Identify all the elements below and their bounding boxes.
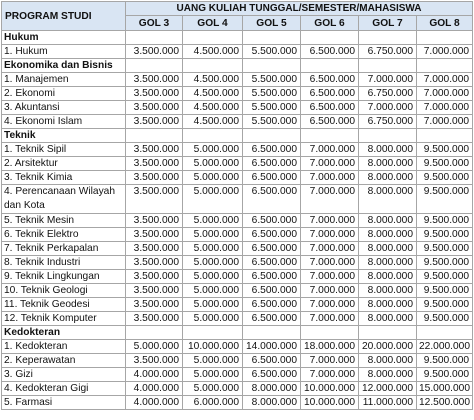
fee-value: 5.000.000: [183, 284, 243, 298]
empty-cell: [126, 129, 183, 143]
fee-value: 9.500.000: [417, 171, 473, 185]
category-label: Hukum: [2, 31, 126, 45]
fee-value: 9.500.000: [417, 242, 473, 256]
fee-value: 3.500.000: [126, 171, 183, 185]
empty-cell: [183, 31, 243, 45]
fee-value: 8.000.000: [359, 284, 417, 298]
program-name: 9. Teknik Lingkungan: [2, 270, 126, 284]
category-row: [2, 326, 473, 340]
fee-value: 6.500.000: [243, 214, 301, 228]
fee-value: 6.750.000: [359, 87, 417, 101]
fee-value: 4.500.000: [183, 101, 243, 115]
fee-value: 7.000.000: [417, 115, 473, 129]
empty-cell: [243, 129, 301, 143]
fee-value: 3.500.000: [126, 256, 183, 270]
fee-value: 7.000.000: [301, 298, 359, 312]
fee-value: 6.750.000: [359, 115, 417, 129]
fee-value: 8.000.000: [359, 214, 417, 228]
fee-value: 9.500.000: [417, 256, 473, 270]
table-row: [2, 157, 473, 171]
table-row: [2, 368, 473, 382]
program-studi-header: PROGRAM STUDI: [2, 2, 126, 31]
category-row: [2, 59, 473, 73]
fee-value: 9.500.000: [417, 228, 473, 242]
empty-cell: [183, 59, 243, 73]
fee-value: 9.500.000: [417, 312, 473, 326]
table-row: [2, 185, 473, 214]
program-name: 12. Teknik Komputer: [2, 312, 126, 326]
table-row: [2, 73, 473, 87]
fee-value: 6.500.000: [243, 312, 301, 326]
program-name: 10. Teknik Geologi: [2, 284, 126, 298]
fee-value: 7.000.000: [301, 284, 359, 298]
fee-value: 7.000.000: [301, 143, 359, 157]
program-name: 2. Keperawatan: [2, 354, 126, 368]
empty-cell: [126, 31, 183, 45]
program-name: 2. Ekonomi: [2, 87, 126, 101]
table-row: [2, 242, 473, 256]
fee-value: 7.000.000: [417, 73, 473, 87]
program-name: 5. Farmasi: [2, 396, 126, 410]
fee-value: 4.500.000: [183, 87, 243, 101]
fee-value: 5.000.000: [126, 340, 183, 354]
fee-value: 6.500.000: [243, 171, 301, 185]
program-name: 4. Kedokteran Gigi: [2, 382, 126, 396]
empty-cell: [243, 59, 301, 73]
fee-value: 5.000.000: [183, 270, 243, 284]
fee-value: 6.750.000: [359, 45, 417, 59]
fee-value: 6.500.000: [301, 45, 359, 59]
fee-value: 3.500.000: [126, 270, 183, 284]
gol-header: GOL 4: [183, 16, 243, 31]
fee-value: 10.000.000: [301, 382, 359, 396]
table-row: [2, 340, 473, 354]
fee-value: 8.000.000: [359, 270, 417, 284]
fee-value: 9.500.000: [417, 298, 473, 312]
fee-value: 7.000.000: [359, 73, 417, 87]
table-body: [2, 31, 473, 410]
gol-header: GOL 5: [243, 16, 301, 31]
fee-value: 9.500.000: [417, 185, 473, 214]
fee-value: 20.000.000: [359, 340, 417, 354]
fee-value: 3.500.000: [126, 185, 183, 214]
fee-value: 5.500.000: [243, 45, 301, 59]
program-name: 6. Teknik Elektro: [2, 228, 126, 242]
fee-value: 14.000.000: [243, 340, 301, 354]
fee-value: 7.000.000: [301, 368, 359, 382]
fee-value: 3.500.000: [126, 73, 183, 87]
fee-value: 6.500.000: [243, 185, 301, 214]
category-row: [2, 31, 473, 45]
fee-value: 9.500.000: [417, 157, 473, 171]
fee-value: 5.000.000: [183, 171, 243, 185]
empty-cell: [126, 59, 183, 73]
fee-value: 7.000.000: [301, 256, 359, 270]
fee-value: 7.000.000: [301, 270, 359, 284]
program-name: 1. Manajemen: [2, 73, 126, 87]
program-name: 5. Teknik Mesin: [2, 214, 126, 228]
fee-value: 4.500.000: [183, 45, 243, 59]
fee-value: 8.000.000: [359, 157, 417, 171]
fee-value: 7.000.000: [301, 312, 359, 326]
table-row: [2, 115, 473, 129]
program-name: 3. Teknik Kimia: [2, 171, 126, 185]
fee-value: 7.000.000: [301, 214, 359, 228]
fee-value: 8.000.000: [243, 382, 301, 396]
fee-value: 4.000.000: [126, 368, 183, 382]
fee-value: 12.000.000: [359, 382, 417, 396]
fee-value: 12.500.000: [417, 396, 473, 410]
table-row: [2, 298, 473, 312]
fee-value: 5.000.000: [183, 368, 243, 382]
table-row: [2, 396, 473, 410]
fee-value: 3.500.000: [126, 87, 183, 101]
fee-value: 4.000.000: [126, 382, 183, 396]
table-row: [2, 214, 473, 228]
program-name: 11. Teknik Geodesi: [2, 298, 126, 312]
fee-value: 15.000.000: [417, 382, 473, 396]
empty-cell: [417, 326, 473, 340]
fee-value: 10.000.000: [301, 396, 359, 410]
empty-cell: [417, 59, 473, 73]
fee-value: 6.500.000: [243, 368, 301, 382]
program-name: 4. Perencanaan Wilayah dan Kota: [2, 185, 126, 214]
fee-value: 3.500.000: [126, 354, 183, 368]
empty-cell: [301, 59, 359, 73]
fee-value: 5.500.000: [243, 73, 301, 87]
fee-value: 5.000.000: [183, 214, 243, 228]
fee-value: 3.500.000: [126, 115, 183, 129]
fee-value: 3.500.000: [126, 157, 183, 171]
program-name: 1. Hukum: [2, 45, 126, 59]
ukt-group-header: UANG KULIAH TUNGGAL/SEMESTER/MAHASISWA: [126, 2, 473, 16]
table-row: [2, 171, 473, 185]
program-name: 3. Akuntansi: [2, 101, 126, 115]
fee-value: 6.500.000: [301, 115, 359, 129]
empty-cell: [359, 31, 417, 45]
empty-cell: [301, 31, 359, 45]
fee-value: 5.500.000: [243, 115, 301, 129]
fee-value: 6.500.000: [243, 284, 301, 298]
fee-value: 5.000.000: [183, 354, 243, 368]
fee-value: 7.000.000: [301, 185, 359, 214]
gol-header: GOL 6: [301, 16, 359, 31]
fee-value: 7.000.000: [301, 228, 359, 242]
fee-value: 3.500.000: [126, 214, 183, 228]
fee-value: 7.000.000: [417, 45, 473, 59]
fee-value: 6.500.000: [243, 228, 301, 242]
program-name: 7. Teknik Perkapalan: [2, 242, 126, 256]
fee-value: 9.500.000: [417, 270, 473, 284]
fee-value: 6.500.000: [301, 101, 359, 115]
program-name: 3. Gizi: [2, 368, 126, 382]
fee-value: 8.000.000: [359, 185, 417, 214]
empty-cell: [301, 129, 359, 143]
fee-value: 8.000.000: [359, 256, 417, 270]
program-name: 1. Teknik Sipil: [2, 143, 126, 157]
fee-value: 7.000.000: [301, 157, 359, 171]
empty-cell: [183, 129, 243, 143]
fee-value: 6.500.000: [243, 354, 301, 368]
fee-value: 4.000.000: [126, 396, 183, 410]
empty-cell: [359, 326, 417, 340]
table-row: [2, 354, 473, 368]
fee-value: 7.000.000: [417, 101, 473, 115]
fee-value: 8.000.000: [359, 228, 417, 242]
fee-value: 3.500.000: [126, 298, 183, 312]
fee-value: 5.500.000: [243, 101, 301, 115]
fee-value: 22.000.000: [417, 340, 473, 354]
fee-value: 9.500.000: [417, 214, 473, 228]
fee-value: 5.500.000: [243, 87, 301, 101]
fee-value: 3.500.000: [126, 242, 183, 256]
fee-value: 6.500.000: [243, 256, 301, 270]
table-row: [2, 143, 473, 157]
table-row: [2, 284, 473, 298]
fee-value: 5.000.000: [183, 185, 243, 214]
fee-value: 18.000.000: [301, 340, 359, 354]
fee-value: 7.000.000: [417, 87, 473, 101]
fee-value: 4.500.000: [183, 73, 243, 87]
fee-value: 9.500.000: [417, 284, 473, 298]
fee-value: 6.500.000: [243, 270, 301, 284]
fee-value: 7.000.000: [301, 242, 359, 256]
fee-value: 8.000.000: [359, 143, 417, 157]
table-row: [2, 45, 473, 59]
fee-value: 9.500.000: [417, 143, 473, 157]
empty-cell: [359, 59, 417, 73]
fee-value: 6.000.000: [183, 396, 243, 410]
table-row: [2, 312, 473, 326]
fee-value: 5.000.000: [183, 256, 243, 270]
fee-value: 6.500.000: [243, 242, 301, 256]
table-header: [2, 2, 473, 31]
table-row: [2, 101, 473, 115]
program-name: 1. Kedokteran: [2, 340, 126, 354]
fee-value: 6.500.000: [301, 87, 359, 101]
fee-value: 6.500.000: [243, 157, 301, 171]
fee-value: 10.000.000: [183, 340, 243, 354]
fee-value: 5.000.000: [183, 228, 243, 242]
category-label: Ekonomika dan Bisnis: [2, 59, 126, 73]
empty-cell: [183, 326, 243, 340]
empty-cell: [243, 31, 301, 45]
table-row: [2, 382, 473, 396]
fee-value: 9.500.000: [417, 354, 473, 368]
fee-value: 8.000.000: [359, 368, 417, 382]
empty-cell: [243, 326, 301, 340]
ukt-table: [1, 1, 473, 410]
fee-value: 8.000.000: [359, 312, 417, 326]
fee-value: 3.500.000: [126, 101, 183, 115]
fee-value: 5.000.000: [183, 143, 243, 157]
fee-value: 6.500.000: [243, 143, 301, 157]
fee-value: 3.500.000: [126, 45, 183, 59]
category-label: Kedokteran: [2, 326, 126, 340]
fee-value: 5.000.000: [183, 298, 243, 312]
fee-value: 7.000.000: [301, 171, 359, 185]
empty-cell: [359, 129, 417, 143]
fee-value: 3.500.000: [126, 228, 183, 242]
fee-value: 6.500.000: [243, 298, 301, 312]
empty-cell: [301, 326, 359, 340]
fee-value: 7.000.000: [301, 354, 359, 368]
program-name: 2. Arsitektur: [2, 157, 126, 171]
fee-value: 3.500.000: [126, 143, 183, 157]
fee-value: 3.500.000: [126, 284, 183, 298]
fee-value: 8.000.000: [359, 354, 417, 368]
fee-value: 8.000.000: [359, 298, 417, 312]
table-row: [2, 228, 473, 242]
fee-value: 6.500.000: [301, 73, 359, 87]
program-name: 8. Teknik Industri: [2, 256, 126, 270]
fee-value: 5.000.000: [183, 242, 243, 256]
fee-value: 4.500.000: [183, 115, 243, 129]
fee-value: 5.000.000: [183, 157, 243, 171]
empty-cell: [417, 31, 473, 45]
fee-value: 8.000.000: [359, 171, 417, 185]
fee-value: 5.000.000: [183, 382, 243, 396]
gol-header: GOL 8: [417, 16, 473, 31]
fee-value: 9.500.000: [417, 368, 473, 382]
table-row: [2, 270, 473, 284]
fee-value: 3.500.000: [126, 312, 183, 326]
table-row: [2, 87, 473, 101]
gol-header: GOL 3: [126, 16, 183, 31]
fee-value: 8.000.000: [243, 396, 301, 410]
gol-header: GOL 7: [359, 16, 417, 31]
fee-value: 5.000.000: [183, 312, 243, 326]
empty-cell: [417, 129, 473, 143]
category-label: Teknik: [2, 129, 126, 143]
empty-cell: [126, 326, 183, 340]
category-row: [2, 129, 473, 143]
fee-value: 8.000.000: [359, 242, 417, 256]
program-name: 4. Ekonomi Islam: [2, 115, 126, 129]
table-row: [2, 256, 473, 270]
fee-value: 11.000.000: [359, 396, 417, 410]
fee-value: 7.000.000: [359, 101, 417, 115]
